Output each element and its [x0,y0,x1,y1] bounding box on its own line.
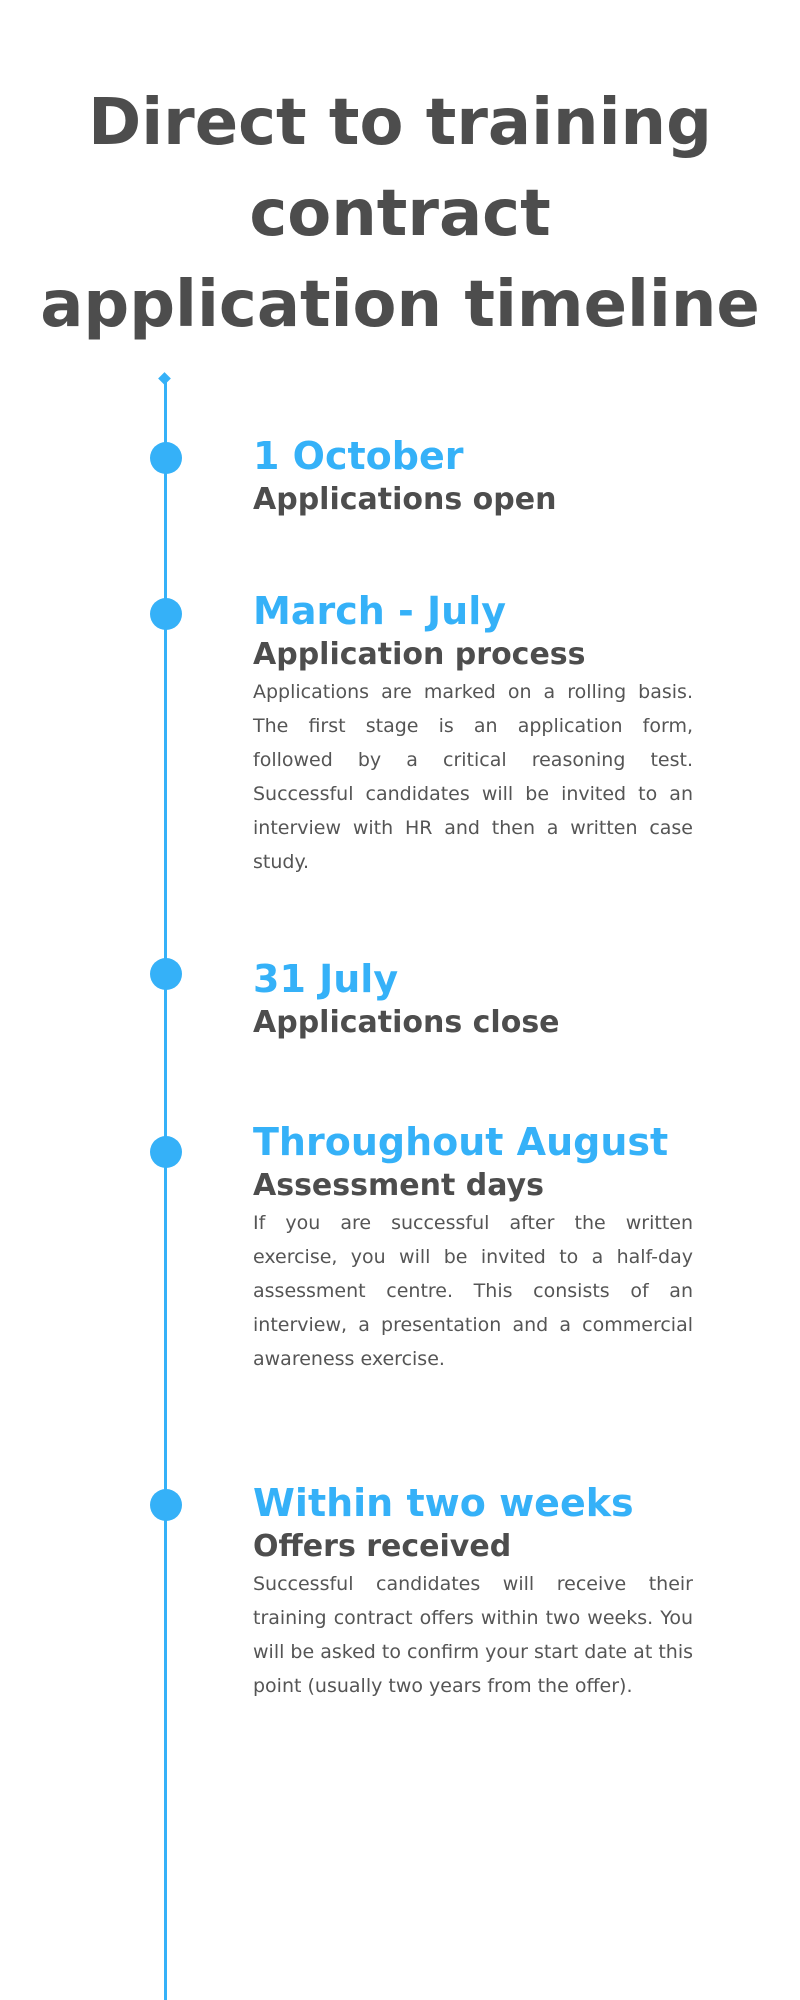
timeline-dot [150,442,182,474]
event-heading: Applications close [253,1005,560,1040]
event-heading: Assessment days [253,1168,544,1203]
timeline-start-marker [158,372,171,385]
event-date: Throughout August [253,1120,669,1164]
event-date: 1 October [253,434,464,478]
event-description: Successful candidates will receive their training contract offers within two weeks. You will be asked to confirm your start date at this point (usually two years from the offer). [253,1573,693,1697]
timeline-event-application-process [253,589,693,879]
event-heading: Offers received [253,1529,512,1564]
timeline-event-offers-received [253,1481,693,1703]
event-date: 31 July [253,957,399,1001]
event-date: March - July [253,589,506,633]
event-heading: Applications open [253,482,557,517]
timeline-event-applications-close [253,957,693,1041]
page-title: Direct to training contract application timeline [40,86,760,342]
event-date: Within two weeks [253,1481,634,1525]
timeline-event-applications-open [253,434,693,518]
timeline-dot [150,1489,182,1521]
event-description: Applications are marked on a rolling basis. The first stage is an application form, followed by a critical reasoning test. Successful candidates will be invited to an interview with HR and then a written case study. [253,681,693,873]
timeline-dot [150,1136,182,1168]
timeline-dot [150,958,182,990]
event-heading: Application process [253,637,586,672]
event-description: If you are successful after the written exercise, you will be invited to a half-day assessment centre. This consists of an interview, a presentation and a commercial awareness exercise. [253,1212,693,1370]
timeline-dot [150,598,182,630]
timeline-event-assessment-days [253,1120,693,1376]
